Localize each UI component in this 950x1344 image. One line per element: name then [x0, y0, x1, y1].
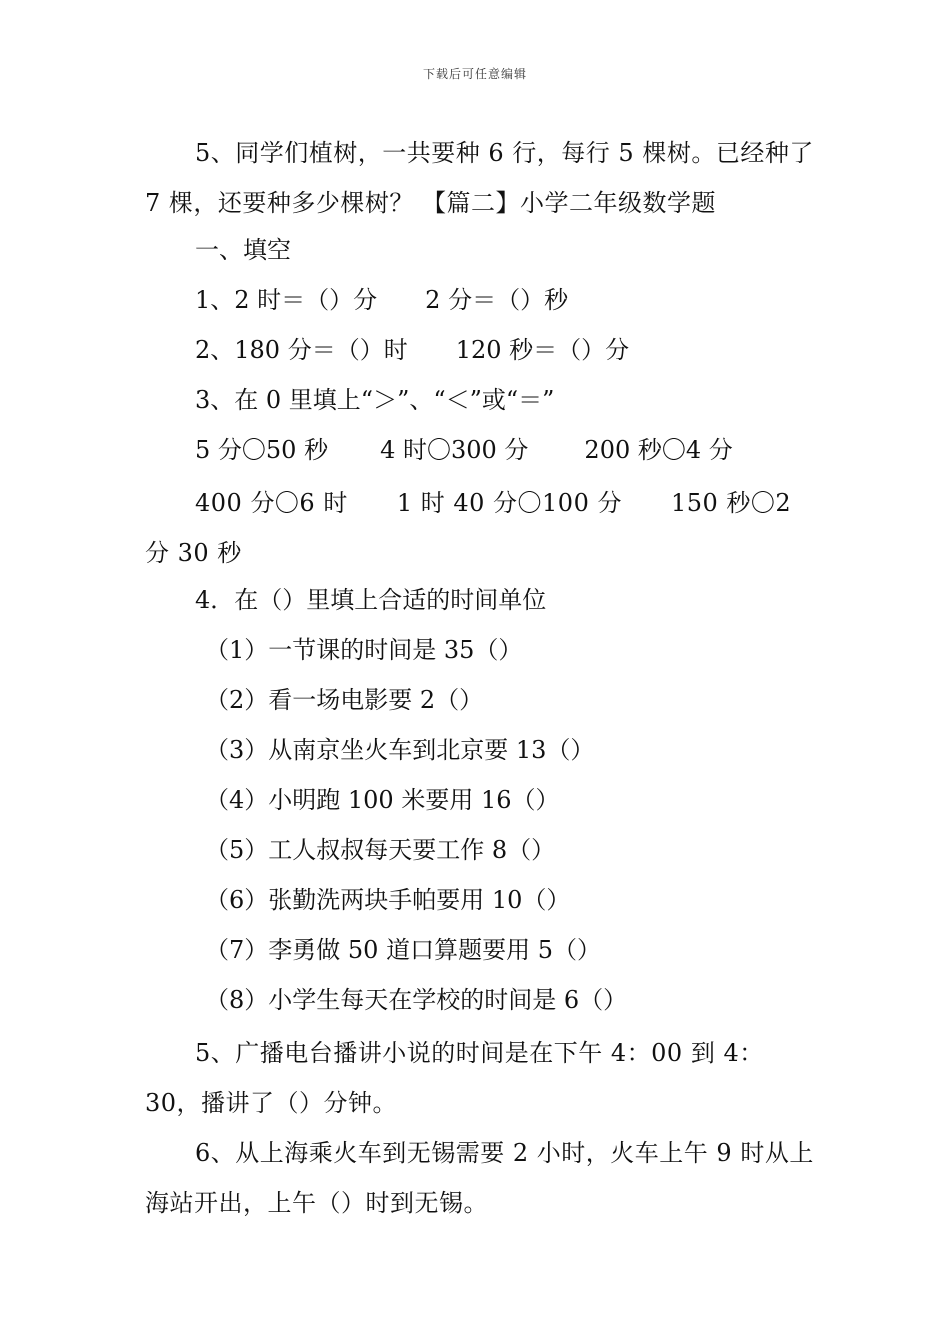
section-title: 一、填空 — [195, 236, 291, 264]
question-4-item-2: （2）看一场电影要 2（） — [205, 686, 484, 714]
question-1 — [145, 278, 815, 328]
question-5-radio-broadcast: 5、广播电台播讲小说的时间是在下午 4：00 到 4：30，播讲了（）分钟。 — [145, 1039, 764, 1117]
question-4-item-4: （4）小明跑 100 米要用 16（） — [205, 786, 560, 814]
question-2 — [145, 328, 815, 378]
question-4-item-1: （1）一节课的时间是 35（） — [205, 636, 523, 664]
question-1-part-b: 2 分＝（）秒 — [425, 286, 569, 314]
question-4-item-7: （7）李勇做 50 道口算题要用 5（） — [205, 936, 601, 964]
question-5-tree-planting: 5、同学们植树，一共要种 6 行，每行 5 棵树。已经种了 7 棵，还要种多少棵树？ 【篇二】小学二年级数学题 — [145, 139, 814, 217]
question-2-part-b: 120 秒＝（）分 — [455, 336, 630, 364]
question-4-item-3: （3）从南京坐火车到北京要 13（） — [205, 736, 595, 764]
document-body — [145, 128, 815, 1228]
question-4-item-6: （6）张勤洗两块手帕要用 10（） — [205, 886, 571, 914]
question-3-item-a: 5 分〇50 秒 — [195, 436, 329, 464]
question-3-title: 3、在 0 里填上“＞”、“＜”或“＝” — [195, 386, 555, 414]
question-4-title: 4．在（）里填上合适的时间单位 — [195, 586, 547, 614]
question-4-item-5: （5）工人叔叔每天要工作 8（） — [205, 836, 556, 864]
question-3-row-1 — [145, 428, 815, 478]
header-note: 下载后可任意编辑 — [422, 67, 527, 81]
question-6-train: 6、从上海乘火车到无锡需要 2 小时，火车上午 9 时从上海站开出，上午（）时到无锡。 — [145, 1139, 814, 1217]
question-3-row-2: 400 分〇6 时 1 时 40 分〇100 分 150 秒〇2 分 30 秒 — [145, 489, 792, 567]
question-1-part-a: 1、2 时＝（）分 — [195, 286, 378, 314]
question-2-part-a: 2、180 分＝（）时 — [195, 336, 408, 364]
question-3-item-c: 200 秒〇4 分 — [584, 436, 733, 464]
question-3-item-b: 4 时〇300 分 — [380, 436, 529, 464]
question-4-item-8: （8）小学生每天在学校的时间是 6（） — [205, 986, 628, 1014]
